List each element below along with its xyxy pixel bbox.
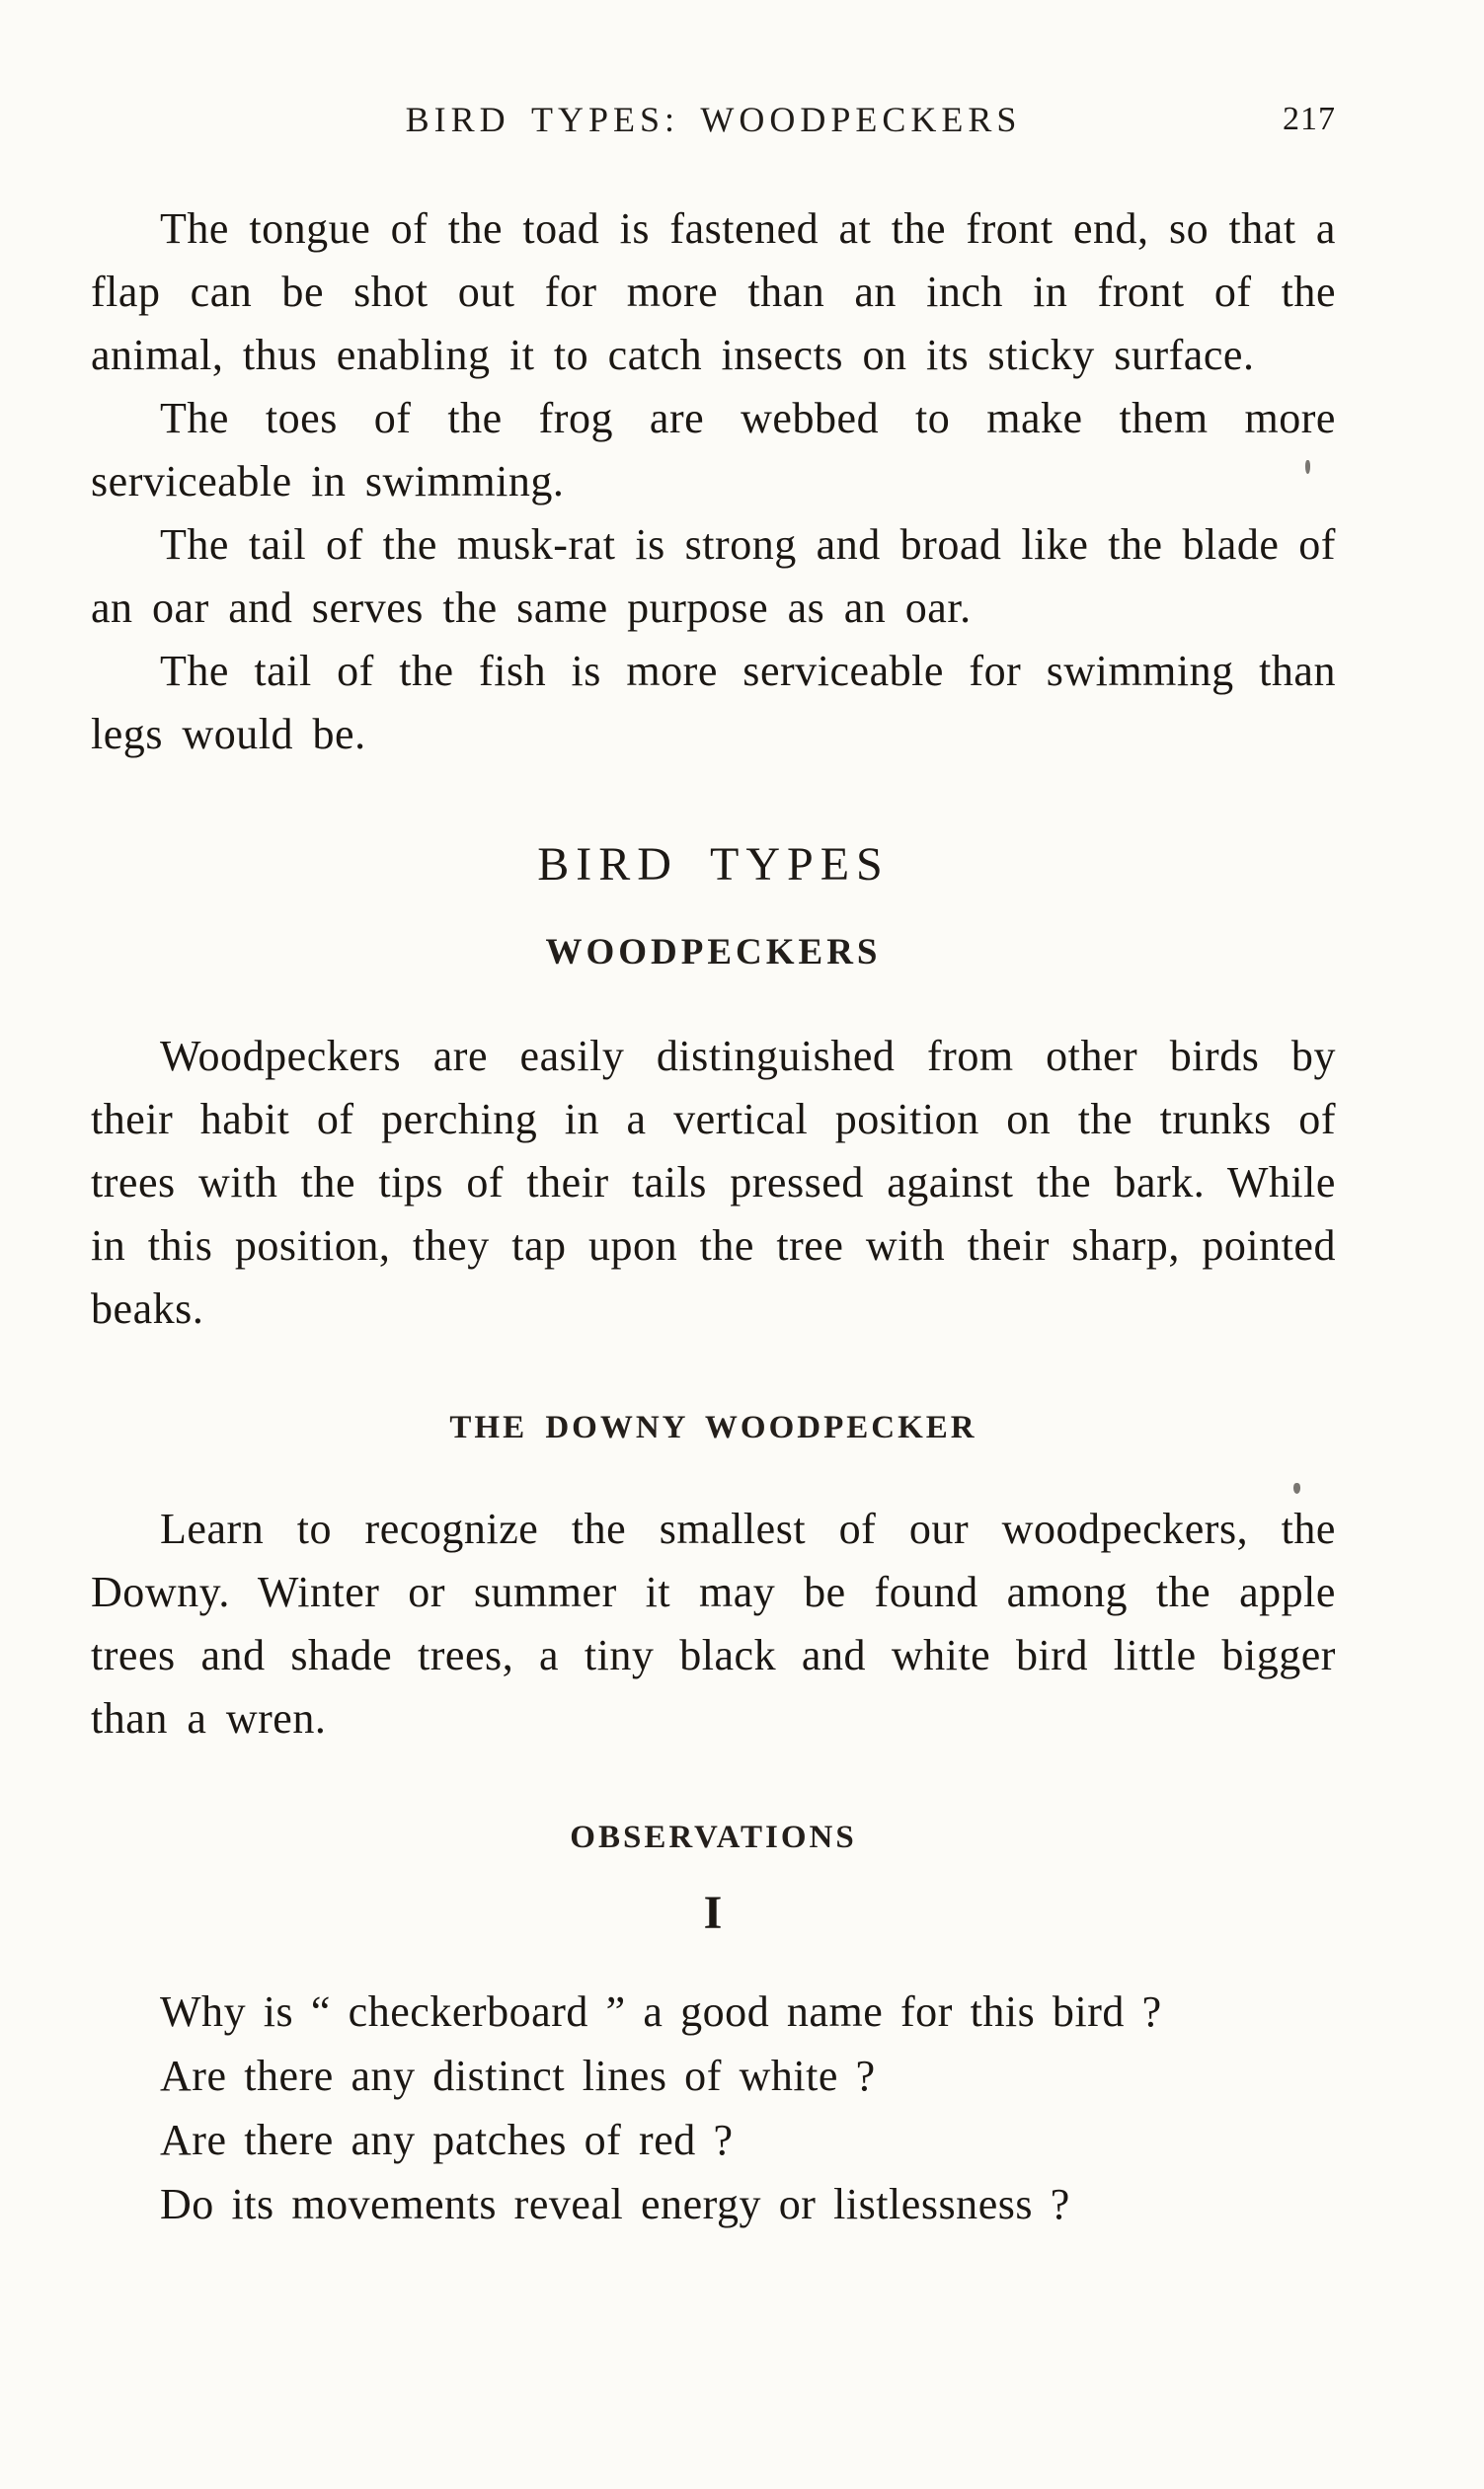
page-number: 217 (1283, 101, 1336, 137)
questions-list (91, 1980, 1336, 2236)
scan-artifact-mark (1305, 460, 1310, 474)
paragraph-downy-woodpecker: Learn to recognize the smallest of our woodpeckers, the Downy. Winter or summer it may be found among the apple trees and shade trees, a tiny black and white bird little bigger than a wren. (91, 1505, 1336, 1743)
paragraph-muskrat-tail: The tail of the musk-rat is strong and broad like the blade of an oar and serves the same purpose as an oar. (91, 520, 1336, 632)
section-subheading-woodpeckers: WOODPECKERS (545, 932, 882, 972)
paragraph-frog-toes: The toes of the frog are webbed to make them more serviceable in swimming. (91, 394, 1336, 506)
question-line: Are there any distinct lines of white ? (160, 2052, 876, 2100)
section-heading-bird-types: BIRD TYPES (537, 838, 890, 891)
paragraph-fish-tail: The tail of the fish is more serviceable for swimming than legs would be. (91, 647, 1336, 758)
running-title: BIRD TYPES: WOODPECKERS (405, 100, 1022, 139)
heading-downy-woodpecker: THE DOWNY WOODPECKER (449, 1410, 977, 1445)
question-line: Do its movements reveal energy or listlessness ? (160, 2180, 1070, 2228)
observations-section (91, 1820, 1336, 2236)
question-line: Why is “ checkerboard ” a good name for this bird ? (160, 1987, 1162, 2036)
question-line: Are there any patches of red ? (160, 2116, 734, 2164)
downy-woodpecker-section (91, 1410, 1336, 1750)
bird-types-section (91, 837, 1336, 1341)
intro-section (91, 197, 1336, 766)
observation-numeral: I (703, 1887, 724, 1939)
scan-artifact-dot (1293, 1483, 1300, 1494)
paragraph-woodpeckers: Woodpeckers are easily distinguished from other birds by their habit of perching in a vertical position on the trunks of trees with the tips of their tails pressed against the bark. While in this position, they tap upon the tree with their sharp, pointed beaks. (91, 1032, 1336, 1333)
paragraph-toad-tongue: The tongue of the toad is fastened at the front end, so that a flap can be shot out for more than an inch in front of the animal, thus enabling it to catch insects on its sticky surface. (91, 204, 1336, 379)
running-header (91, 99, 1336, 146)
heading-observations: OBSERVATIONS (570, 1820, 857, 1855)
